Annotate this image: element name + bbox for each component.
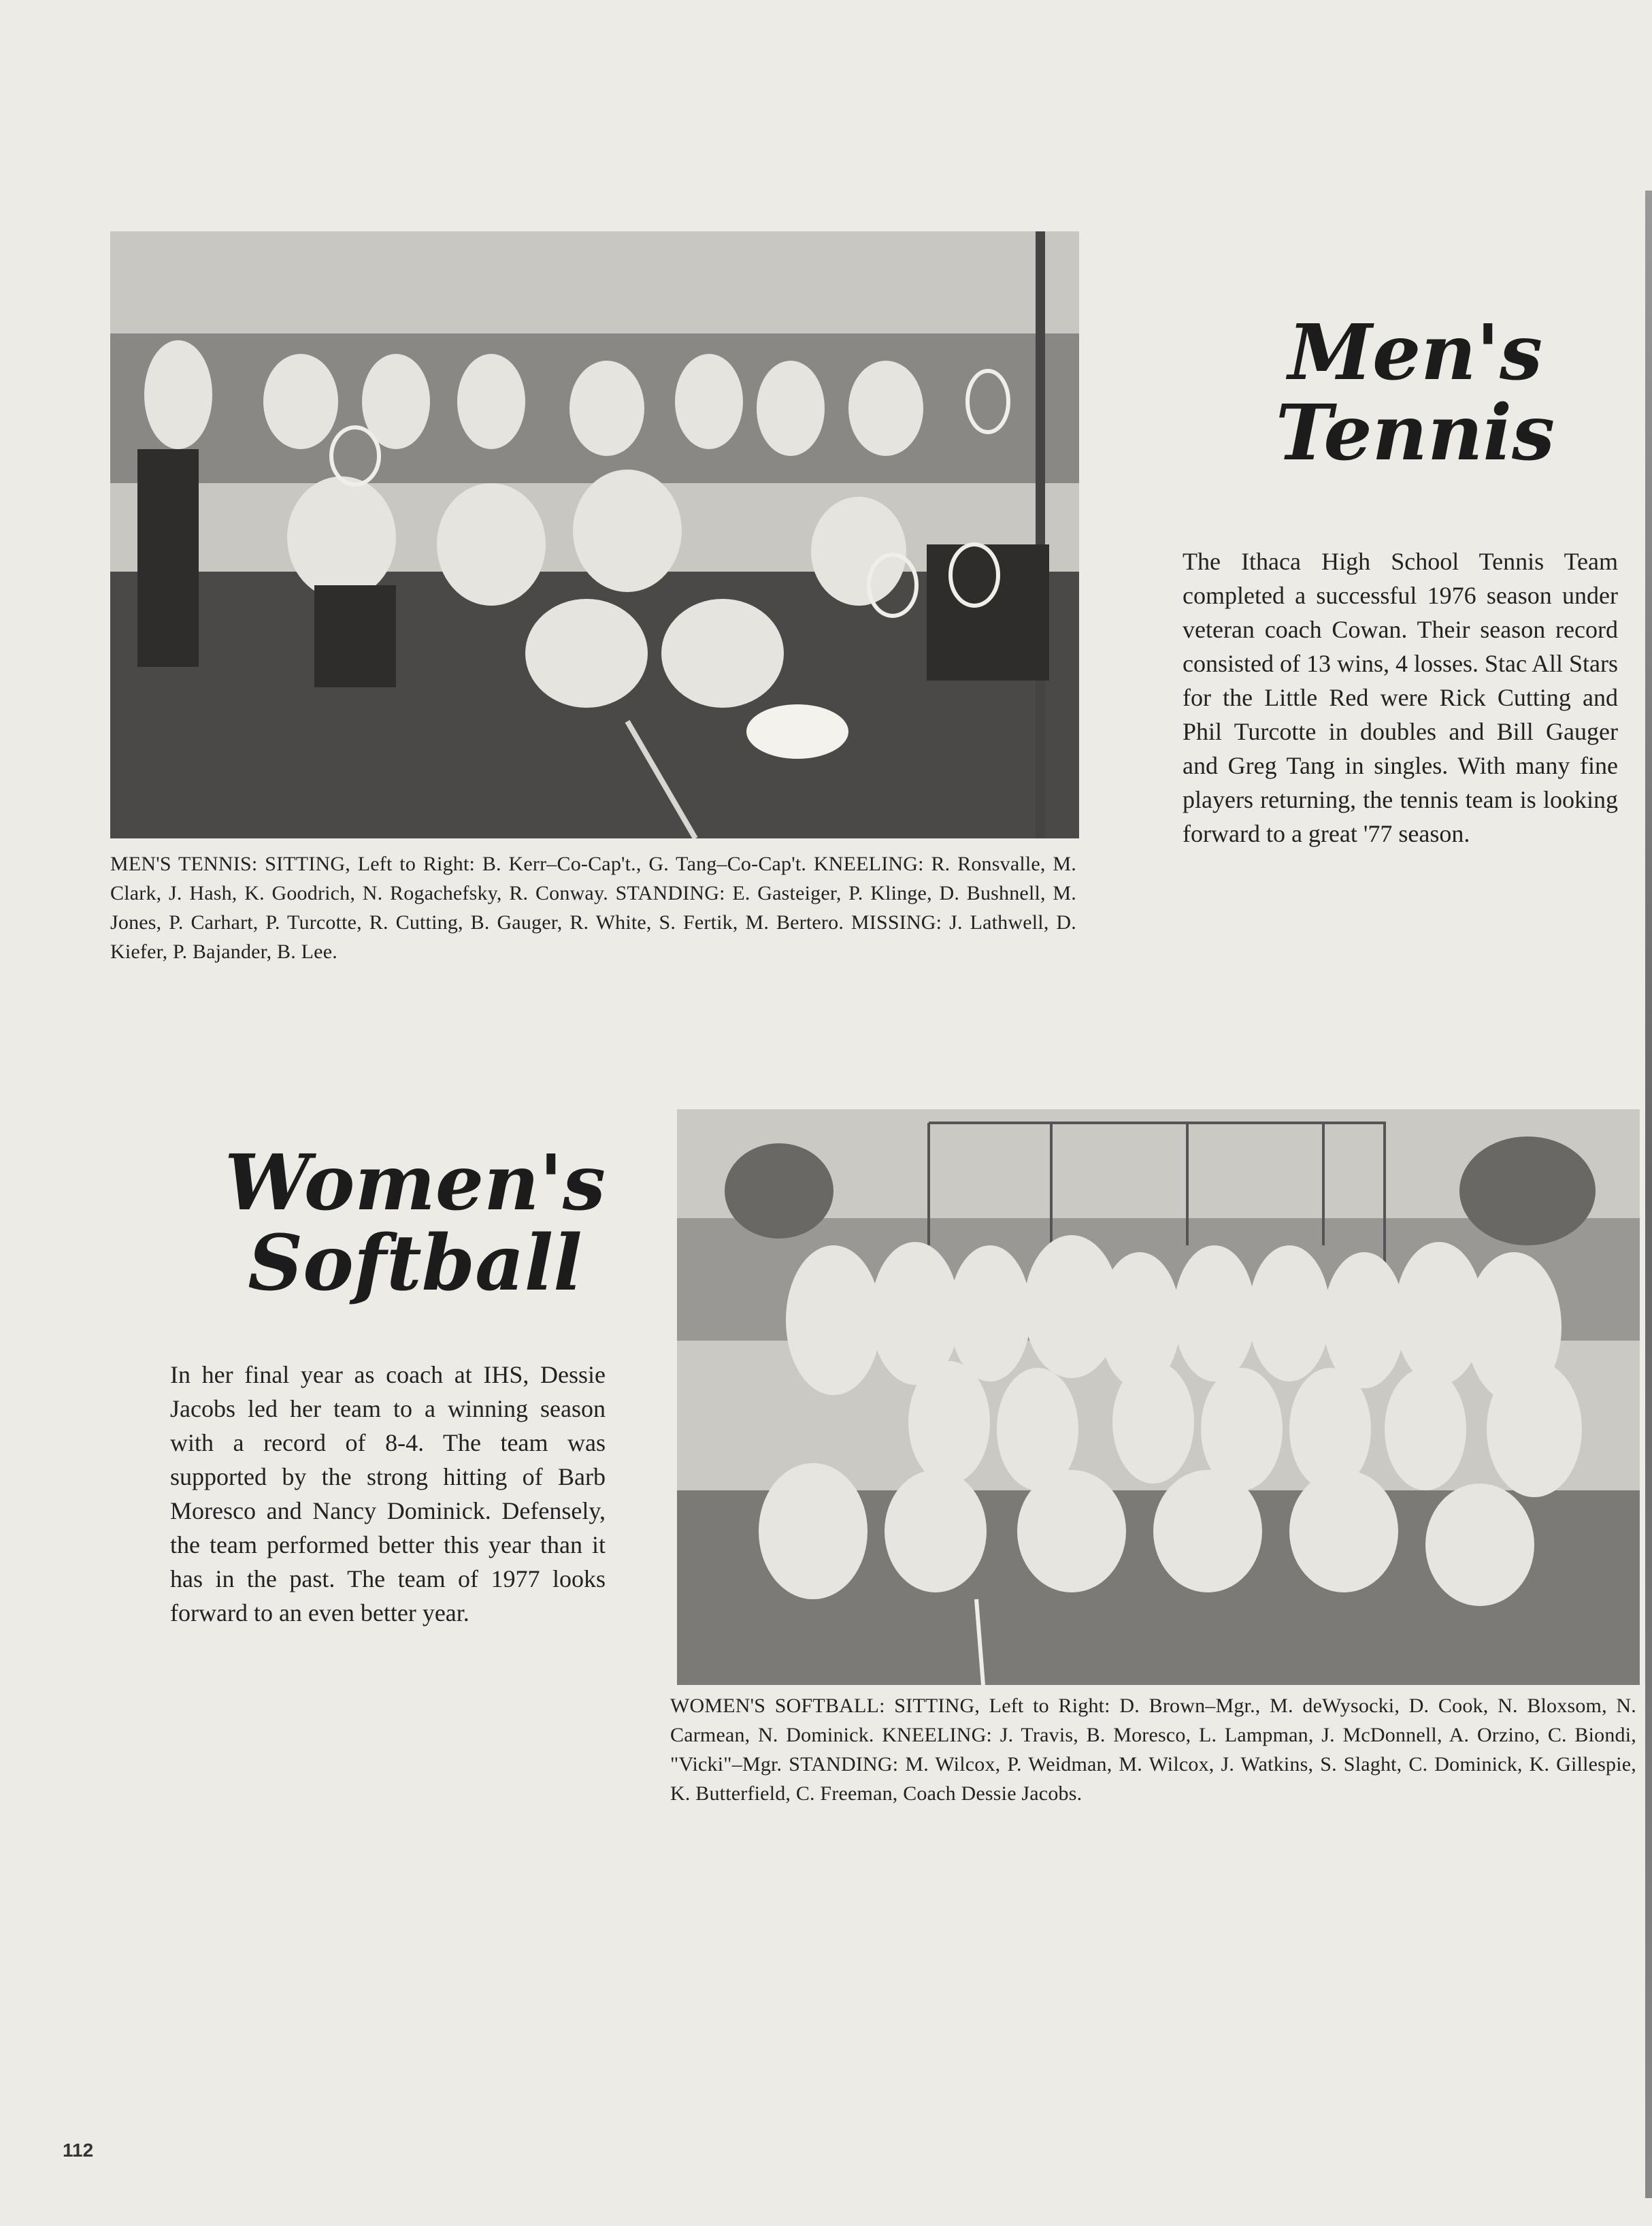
softball-team-photo	[677, 1109, 1640, 1685]
tennis-team-photo	[110, 231, 1079, 838]
softball-body: In her final year as coach at IHS, Dessie Jacobs led her team to a winning season with a record of 8-4. The team was supported by the strong hitting of Barb Moresco and Nancy Dominick. Defensely, the team performed better this year than it has in the past. The team of 1977 looks forward to an even better year.	[170, 1361, 606, 1626]
tennis-heading	[1225, 308, 1606, 478]
tennis-heading-line2: Tennis	[1275, 388, 1555, 478]
page-edge	[1645, 191, 1652, 2198]
softball-heading-line1: Women's	[225, 1139, 606, 1228]
softball-caption: WOMEN'S SOFTBALL: SITTING, Left to Right: D. Brown–Mgr., M. deWysocki, D. Cook, N. Bloxsom, N. Carmean, N. Dominick. KNEELING: J. Travis, B. Moresco, L. Lampman, J. McDonnell, A. Orzino, C. Biondi, "Vicki"–Mgr. STANDING: M. Wilcox, P. Weidman, M. Wilcox, J. Watkins, S. Slaght, C. Dominick, K. Gillespie, K. Butterfield, C. Freeman, Coach Dessie Jacobs.	[670, 1695, 1636, 1805]
page-number: 112	[63, 2140, 94, 2161]
tennis-photo-graphic	[110, 231, 1079, 838]
tennis-caption: MEN'S TENNIS: SITTING, Left to Right: B. Kerr–Co-Cap't., G. Tang–Co-Cap't. KNEELING: R. Ronsvalle, M. Clark, J. Hash, K. Goodrich, N. Rogachefsky, R. Conway. STANDING: E. Gasteiger, P. Klinge, D. Bushnell, M. Jones, P. Carhart, P. Turcotte, R. Cutting, B. Gauger, R. White, S. Fertik, M. Bertero. MISSING: J. Lathwell, D. Kiefer, P. Bajander, B. Lee.	[110, 853, 1076, 963]
softball-photo-graphic	[677, 1109, 1640, 1685]
softball-heading	[225, 1139, 606, 1308]
tennis-body: The Ithaca High School Tennis Team completed a successful 1976 season under veteran coach Cowan. Their season record consisted of 13 wins, 4 losses. Stac All Stars for the Little Red were Rick Cutting and Phil Turcotte in doubles and Bill Gauger and Greg Tang in singles. With many fine players returning, the tennis team is looking forward to a great '77 season.	[1183, 548, 1618, 847]
softball-heading-line2: Softball	[248, 1218, 582, 1308]
tennis-heading-line1: Men's	[1287, 308, 1542, 397]
